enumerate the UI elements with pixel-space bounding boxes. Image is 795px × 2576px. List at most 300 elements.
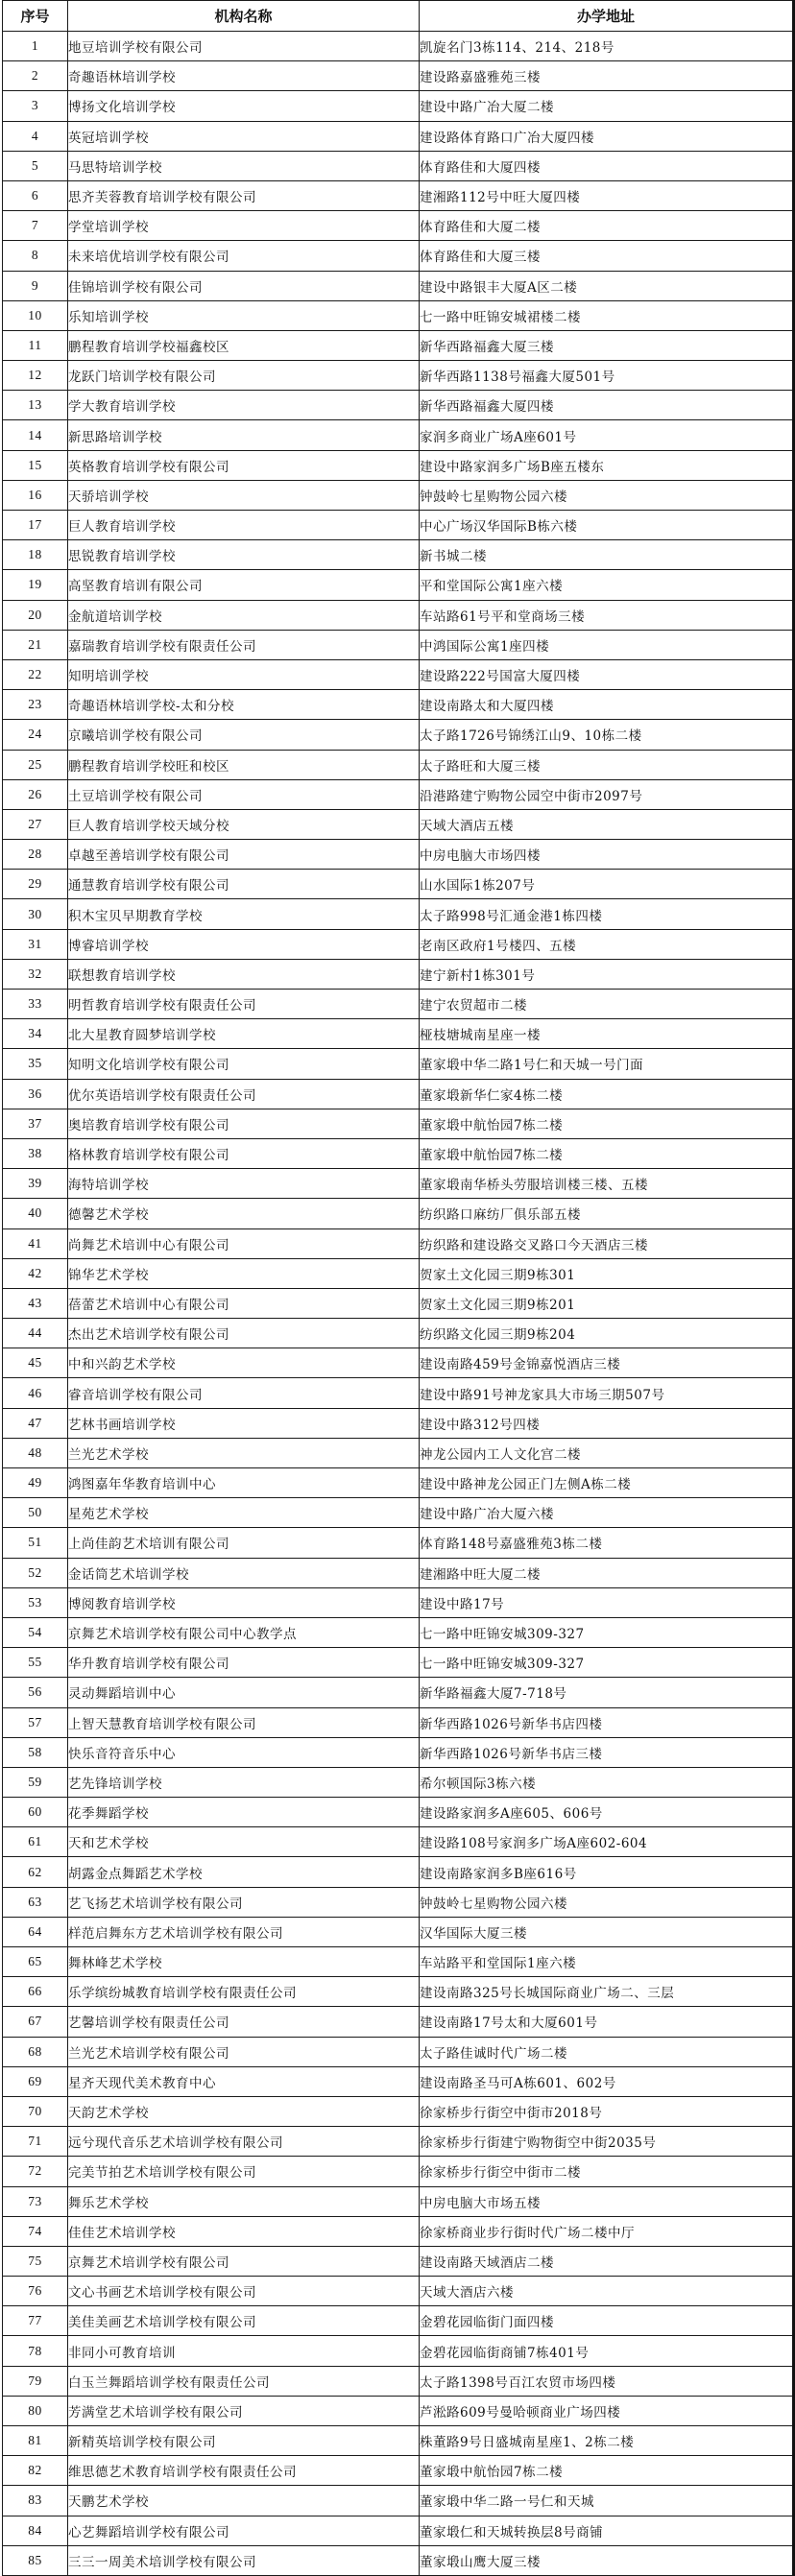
row-index: 9	[3, 271, 68, 300]
row-address: 建湘路112号中旺大厦四楼	[420, 180, 794, 210]
table-row	[3, 361, 794, 391]
row-address: 希尔顿国际3栋六楼	[420, 1767, 794, 1797]
table-row	[3, 1199, 794, 1228]
row-address: 建设南路家润多B座616号	[420, 1857, 794, 1887]
row-name: 鹏程教育培训学校福鑫校区	[68, 330, 420, 360]
table-row	[3, 1648, 794, 1678]
row-index: 16	[3, 480, 68, 510]
row-index: 8	[3, 241, 68, 271]
row-index: 84	[3, 2516, 68, 2545]
row-index: 47	[3, 1408, 68, 1438]
row-name: 锦华艺术学校	[68, 1258, 420, 1288]
row-index: 37	[3, 1109, 68, 1138]
row-name: 京舞艺术培训学校有限公司	[68, 2246, 420, 2276]
row-name: 学大教育培训学校	[68, 391, 420, 420]
row-name: 中和兴韵艺术学校	[68, 1348, 420, 1378]
row-address: 建设中路家润多广场B座五楼东	[420, 450, 794, 480]
row-index: 48	[3, 1438, 68, 1467]
row-index: 19	[3, 570, 68, 600]
table-row	[3, 1288, 794, 1318]
row-name: 非同小可教育培训	[68, 2336, 420, 2366]
row-name: 天骄培训学校	[68, 480, 420, 510]
table-row	[3, 32, 794, 61]
table-row	[3, 659, 794, 689]
table-row	[3, 990, 794, 1019]
row-index: 44	[3, 1319, 68, 1348]
row-index: 80	[3, 2396, 68, 2425]
row-address: 太子路998号汇通金港1栋四楼	[420, 899, 794, 929]
row-address: 董家塅南华桥头劳服培训楼三楼、五楼	[420, 1169, 794, 1199]
row-address: 中房电脑大市场四楼	[420, 840, 794, 870]
table-row	[3, 91, 794, 121]
table-row	[3, 271, 794, 300]
row-name: 杰出艺术培训学校有限公司	[68, 1319, 420, 1348]
row-address: 钟鼓岭七星购物公园六楼	[420, 480, 794, 510]
row-index: 12	[3, 361, 68, 391]
row-address: 车站路平和堂国际1座六楼	[420, 1947, 794, 1977]
row-address: 建设南路17号太和大厦601号	[420, 2007, 794, 2037]
table-row	[3, 1737, 794, 1767]
table-row	[3, 690, 794, 720]
row-index: 34	[3, 1019, 68, 1049]
row-name: 艺林书画培训学校	[68, 1408, 420, 1438]
table-row	[3, 570, 794, 600]
row-index: 78	[3, 2336, 68, 2366]
row-address: 新书城二楼	[420, 540, 794, 570]
table-row	[3, 1528, 794, 1558]
row-name: 佳佳艺术培训学校	[68, 2216, 420, 2246]
row-name: 华升教育培训学校有限公司	[68, 1648, 420, 1678]
row-name: 三三一周美术培训学校有限公司	[68, 2545, 420, 2575]
row-name: 兰光艺术培训学校有限公司	[68, 2037, 420, 2066]
row-index: 53	[3, 1587, 68, 1617]
row-address: 董家塅中航怡园7栋二楼	[420, 1109, 794, 1138]
row-name: 金话筒艺术培训学校	[68, 1558, 420, 1587]
row-index: 21	[3, 630, 68, 659]
row-index: 73	[3, 2186, 68, 2216]
row-index: 71	[3, 2127, 68, 2157]
table-row	[3, 1887, 794, 1917]
row-address: 中心广场汉华国际B栋六楼	[420, 511, 794, 540]
row-name: 上尚佳韵艺术培训有限公司	[68, 1528, 420, 1558]
row-index: 28	[3, 840, 68, 870]
row-address: 凯旋名门3栋114、214、218号	[420, 32, 794, 61]
row-name: 金航道培训学校	[68, 600, 420, 630]
row-address: 天域大酒店五楼	[420, 809, 794, 839]
table-row	[3, 2516, 794, 2545]
row-index: 6	[3, 180, 68, 210]
row-index: 59	[3, 1767, 68, 1797]
row-address: 七一路中旺锦安城309-327	[420, 1617, 794, 1647]
table-row	[3, 1587, 794, 1617]
table-row	[3, 1707, 794, 1737]
table-row	[3, 1019, 794, 1049]
row-name: 马思特培训学校	[68, 151, 420, 180]
header-address: 办学地址	[420, 1, 794, 32]
table-row	[3, 2096, 794, 2126]
row-index: 81	[3, 2426, 68, 2456]
row-name: 艺馨培训学校有限责任公司	[68, 2007, 420, 2037]
row-address: 董家塅中华二路一号仁和天城	[420, 2486, 794, 2516]
row-address: 体育路148号嘉盛雅苑3栋二楼	[420, 1528, 794, 1558]
row-index: 77	[3, 2306, 68, 2336]
row-name: 北大星教育圆梦培训学校	[68, 1019, 420, 1049]
header-row	[3, 1, 794, 32]
row-index: 83	[3, 2486, 68, 2516]
table-row	[3, 2157, 794, 2186]
row-name: 快乐音符音乐中心	[68, 1737, 420, 1767]
row-address: 新华西路福鑫大厦三楼	[420, 330, 794, 360]
table-row	[3, 2277, 794, 2306]
row-name: 知明培训学校	[68, 659, 420, 689]
row-address: 建设路家润多A座605、606号	[420, 1798, 794, 1827]
table-row	[3, 2456, 794, 2486]
table-row	[3, 1468, 794, 1498]
row-address: 建设南路天域酒店二楼	[420, 2246, 794, 2276]
row-index: 22	[3, 659, 68, 689]
institution-table	[2, 0, 795, 2576]
row-address: 纺织路和建设路交叉路口今天酒店三楼	[420, 1228, 794, 1258]
row-index: 66	[3, 1977, 68, 2007]
row-address: 车站路61号平和堂商场三楼	[420, 600, 794, 630]
table-row	[3, 1558, 794, 1587]
row-address: 中鸿国际公寓1座四楼	[420, 630, 794, 659]
table-row	[3, 630, 794, 659]
row-index: 5	[3, 151, 68, 180]
table-row	[3, 151, 794, 180]
table-row	[3, 1408, 794, 1438]
row-index: 46	[3, 1378, 68, 1408]
row-index: 64	[3, 1917, 68, 1946]
table-row	[3, 300, 794, 330]
row-address: 建设中路神龙公园正门左侧A栋二楼	[420, 1468, 794, 1498]
table-row	[3, 450, 794, 480]
row-name: 土豆培训学校有限公司	[68, 779, 420, 809]
row-index: 18	[3, 540, 68, 570]
row-address: 徐家桥步行街建宁购物街空中街2035号	[420, 2127, 794, 2157]
row-address: 建设中路广冶大厦六楼	[420, 1498, 794, 1528]
table-row	[3, 779, 794, 809]
table-row	[3, 750, 794, 779]
table-row	[3, 480, 794, 510]
row-address: 贺家土文化园三期9栋201	[420, 1288, 794, 1318]
table-row	[3, 61, 794, 91]
row-name: 天鹏艺术学校	[68, 2486, 420, 2516]
row-name: 奇趣语林培训学校-太和分校	[68, 690, 420, 720]
table-row	[3, 1438, 794, 1467]
row-name: 思锐教育培训学校	[68, 540, 420, 570]
row-address: 建宁新村1栋301号	[420, 959, 794, 989]
row-address: 董家塅中华二路1号仁和天城一号门面	[420, 1049, 794, 1079]
row-address: 徐家桥步行街空中街市二楼	[420, 2157, 794, 2186]
row-address: 新华西路福鑫大厦四楼	[420, 391, 794, 420]
table-row	[3, 1378, 794, 1408]
row-name: 未来培优培训学校有限公司	[68, 241, 420, 271]
row-address: 建宁农贸超市二楼	[420, 990, 794, 1019]
row-index: 62	[3, 1857, 68, 1887]
table-row	[3, 720, 794, 750]
row-address: 芦淞路609号曼哈顿商业广场四楼	[420, 2396, 794, 2425]
row-name: 天和艺术学校	[68, 1827, 420, 1857]
row-address: 太子路1398号百江农贸市场四楼	[420, 2366, 794, 2396]
row-name: 芳满堂艺术培训学校有限公司	[68, 2396, 420, 2425]
table-row	[3, 2545, 794, 2575]
row-address: 七一路中旺锦安城裙楼二楼	[420, 300, 794, 330]
table-body	[3, 32, 794, 2576]
row-index: 85	[3, 2545, 68, 2575]
row-name: 新精英培训学校有限公司	[68, 2426, 420, 2456]
table-row	[3, 540, 794, 570]
table-row	[3, 1977, 794, 2007]
row-name: 联想教育培训学校	[68, 959, 420, 989]
row-index: 1	[3, 32, 68, 61]
row-address: 董家塅山鹰大厦三楼	[420, 2545, 794, 2575]
row-index: 27	[3, 809, 68, 839]
row-name: 胡露金点舞蹈艺术学校	[68, 1857, 420, 1887]
row-name: 兰光艺术学校	[68, 1438, 420, 1467]
row-name: 英格教育培训学校有限公司	[68, 450, 420, 480]
row-index: 15	[3, 450, 68, 480]
row-name: 巨人教育培训学校	[68, 511, 420, 540]
row-address: 董家塅中航怡园7栋二楼	[420, 1138, 794, 1168]
row-index: 30	[3, 899, 68, 929]
row-address: 体育路佳和大厦三楼	[420, 241, 794, 271]
row-index: 79	[3, 2366, 68, 2396]
row-name: 蓓蕾艺术培训中心有限公司	[68, 1288, 420, 1318]
table-row	[3, 1678, 794, 1707]
row-index: 33	[3, 990, 68, 1019]
table-row	[3, 1498, 794, 1528]
row-name: 高坚教育培训有限公司	[68, 570, 420, 600]
row-index: 29	[3, 870, 68, 899]
row-name: 花季舞蹈学校	[68, 1798, 420, 1827]
table-row	[3, 2306, 794, 2336]
row-address: 山水国际1栋207号	[420, 870, 794, 899]
row-name: 博扬文化培训学校	[68, 91, 420, 121]
table-row	[3, 330, 794, 360]
row-address: 太子路旺和大厦三楼	[420, 750, 794, 779]
row-index: 39	[3, 1169, 68, 1199]
table-row	[3, 1767, 794, 1797]
row-address: 贺家土文化园三期9栋301	[420, 1258, 794, 1288]
row-index: 17	[3, 511, 68, 540]
row-address: 家润多商业广场A座601号	[420, 420, 794, 450]
row-name: 白玉兰舞蹈培训学校有限责任公司	[68, 2366, 420, 2396]
row-index: 14	[3, 420, 68, 450]
row-address: 建设路体育路口广冶大厦四楼	[420, 121, 794, 151]
row-address: 建设南路459号金锦嘉悦酒店三楼	[420, 1348, 794, 1378]
row-address: 老南区政府1号楼四、五楼	[420, 929, 794, 959]
row-address: 建设中路银丰大厦A区二楼	[420, 271, 794, 300]
row-index: 49	[3, 1468, 68, 1498]
table-row	[3, 600, 794, 630]
row-name: 格林教育培训学校有限公司	[68, 1138, 420, 1168]
table-row	[3, 899, 794, 929]
row-index: 4	[3, 121, 68, 151]
table-row	[3, 511, 794, 540]
row-name: 星齐天现代美术教育中心	[68, 2066, 420, 2096]
row-name: 舞林峰艺术学校	[68, 1947, 420, 1977]
row-address: 新华西路1026号新华书店三楼	[420, 1737, 794, 1767]
row-name: 美佳美画艺术培训学校有限公司	[68, 2306, 420, 2336]
row-name: 艺先锋培训学校	[68, 1767, 420, 1797]
row-address: 神龙公园内工人文化宫二楼	[420, 1438, 794, 1467]
row-name: 佳锦培训学校有限公司	[68, 271, 420, 300]
row-name: 优尔英语培训学校有限责任公司	[68, 1079, 420, 1109]
table-row	[3, 2366, 794, 2396]
row-address: 建设路嘉盛雅苑三楼	[420, 61, 794, 91]
row-name: 嘉瑞教育培训学校有限责任公司	[68, 630, 420, 659]
row-index: 24	[3, 720, 68, 750]
table-row	[3, 1348, 794, 1378]
row-index: 31	[3, 929, 68, 959]
row-name: 通慧教育培训学校有限公司	[68, 870, 420, 899]
row-address: 建设路222号国富大厦四楼	[420, 659, 794, 689]
table-row	[3, 2246, 794, 2276]
table-row	[3, 1258, 794, 1288]
row-name: 灵动舞蹈培训中心	[68, 1678, 420, 1707]
table-row	[3, 2186, 794, 2216]
row-index: 25	[3, 750, 68, 779]
row-index: 20	[3, 600, 68, 630]
row-name: 龙跃门培训学校有限公司	[68, 361, 420, 391]
row-name: 睿音培训学校有限公司	[68, 1378, 420, 1408]
table-row	[3, 1617, 794, 1647]
row-index: 74	[3, 2216, 68, 2246]
row-name: 天韵艺术学校	[68, 2096, 420, 2126]
row-name: 远兮现代音乐艺术培训学校有限公司	[68, 2127, 420, 2157]
table-row	[3, 809, 794, 839]
table-row	[3, 241, 794, 271]
table-row	[3, 1827, 794, 1857]
row-name: 乐知培训学校	[68, 300, 420, 330]
table-row	[3, 1138, 794, 1168]
row-name: 知明文化培训学校有限公司	[68, 1049, 420, 1079]
row-address: 建设路108号家润多广场A座602-604	[420, 1827, 794, 1857]
row-address: 建设中路312号四楼	[420, 1408, 794, 1438]
row-name: 学堂培训学校	[68, 211, 420, 241]
row-name: 新思路培训学校	[68, 420, 420, 450]
table-row	[3, 211, 794, 241]
row-index: 50	[3, 1498, 68, 1528]
row-address: 徐家桥商业步行街时代广场二楼中厅	[420, 2216, 794, 2246]
row-index: 56	[3, 1678, 68, 1707]
table-row	[3, 1228, 794, 1258]
row-address: 建设南路325号长城国际商业广场二、三层	[420, 1977, 794, 2007]
row-address: 建设中路91号神龙家具大市场三期507号	[420, 1378, 794, 1408]
row-address: 新华路福鑫大厦7-718号	[420, 1678, 794, 1707]
table-row	[3, 391, 794, 420]
row-index: 38	[3, 1138, 68, 1168]
row-address: 金碧花园临街门面四楼	[420, 2306, 794, 2336]
row-address: 金碧花园临街商铺7栋401号	[420, 2336, 794, 2366]
row-index: 2	[3, 61, 68, 91]
row-name: 巨人教育培训学校天域分校	[68, 809, 420, 839]
row-name: 舞乐艺术学校	[68, 2186, 420, 2216]
row-index: 67	[3, 2007, 68, 2037]
row-name: 英冠培训学校	[68, 121, 420, 151]
row-name: 明哲教育培训学校有限责任公司	[68, 990, 420, 1019]
row-address: 株董路9号日盛城南星座1、2栋二楼	[420, 2426, 794, 2456]
row-index: 54	[3, 1617, 68, 1647]
row-address: 体育路佳和大厦二楼	[420, 211, 794, 241]
table-row	[3, 1947, 794, 1977]
row-index: 75	[3, 2246, 68, 2276]
row-address: 徐家桥步行街空中街市2018号	[420, 2096, 794, 2126]
row-address: 七一路中旺锦安城309-327	[420, 1648, 794, 1678]
table-row	[3, 2336, 794, 2366]
row-address: 天域大酒店六楼	[420, 2277, 794, 2306]
table-row	[3, 420, 794, 450]
row-index: 43	[3, 1288, 68, 1318]
row-name: 乐学缤纷城教育培训学校有限责任公司	[68, 1977, 420, 2007]
row-index: 41	[3, 1228, 68, 1258]
row-address: 沿港路建宁购物公园空中街市2097号	[420, 779, 794, 809]
row-index: 63	[3, 1887, 68, 1917]
row-index: 68	[3, 2037, 68, 2066]
row-name: 样范启舞东方艺术培训学校有限公司	[68, 1917, 420, 1946]
row-name: 卓越至善培训学校有限公司	[68, 840, 420, 870]
row-address: 新华西路1138号福鑫大厦501号	[420, 361, 794, 391]
row-index: 82	[3, 2456, 68, 2486]
row-address: 太子路1726号锦绣江山9、10栋二楼	[420, 720, 794, 750]
row-name: 艺飞扬艺术培训学校有限公司	[68, 1887, 420, 1917]
row-address: 建湘路中旺大厦二楼	[420, 1558, 794, 1587]
row-name: 鹏程教育培训学校旺和校区	[68, 750, 420, 779]
row-index: 7	[3, 211, 68, 241]
row-name: 京曦培训学校有限公司	[68, 720, 420, 750]
row-address: 建设南路太和大厦四楼	[420, 690, 794, 720]
header-name: 机构名称	[68, 1, 420, 32]
row-name: 博阅教育培训学校	[68, 1587, 420, 1617]
row-name: 地豆培训学校有限公司	[68, 32, 420, 61]
row-index: 13	[3, 391, 68, 420]
table-row	[3, 870, 794, 899]
row-index: 72	[3, 2157, 68, 2186]
row-name: 心艺舞蹈培训学校有限公司	[68, 2516, 420, 2545]
row-name: 海特培训学校	[68, 1169, 420, 1199]
row-index: 65	[3, 1947, 68, 1977]
row-index: 40	[3, 1199, 68, 1228]
table-row	[3, 2426, 794, 2456]
row-index: 70	[3, 2096, 68, 2126]
row-name: 思齐芙蓉教育培训学校有限公司	[68, 180, 420, 210]
row-address: 中房电脑大市场五楼	[420, 2186, 794, 2216]
row-index: 36	[3, 1079, 68, 1109]
row-name: 维思德艺术教育培训学校有限责任公司	[68, 2456, 420, 2486]
row-name: 完美节拍艺术培训学校有限公司	[68, 2157, 420, 2186]
row-address: 纺织路文化园三期9栋204	[420, 1319, 794, 1348]
row-index: 58	[3, 1737, 68, 1767]
table-row	[3, 1169, 794, 1199]
row-index: 52	[3, 1558, 68, 1587]
table-row	[3, 1109, 794, 1138]
row-address: 平和堂国际公寓1座六楼	[420, 570, 794, 600]
table-row	[3, 2486, 794, 2516]
row-index: 11	[3, 330, 68, 360]
table-row	[3, 2216, 794, 2246]
row-index: 55	[3, 1648, 68, 1678]
row-index: 60	[3, 1798, 68, 1827]
row-address: 太子路佳诚时代广场二楼	[420, 2037, 794, 2066]
row-index: 45	[3, 1348, 68, 1378]
table-row	[3, 2037, 794, 2066]
row-name: 上智天慧教育培训学校有限公司	[68, 1707, 420, 1737]
row-address: 桠枝塘城南星座一楼	[420, 1019, 794, 1049]
table-row	[3, 121, 794, 151]
row-address: 汉华国际大厦三楼	[420, 1917, 794, 1946]
header-index: 序号	[3, 1, 68, 32]
